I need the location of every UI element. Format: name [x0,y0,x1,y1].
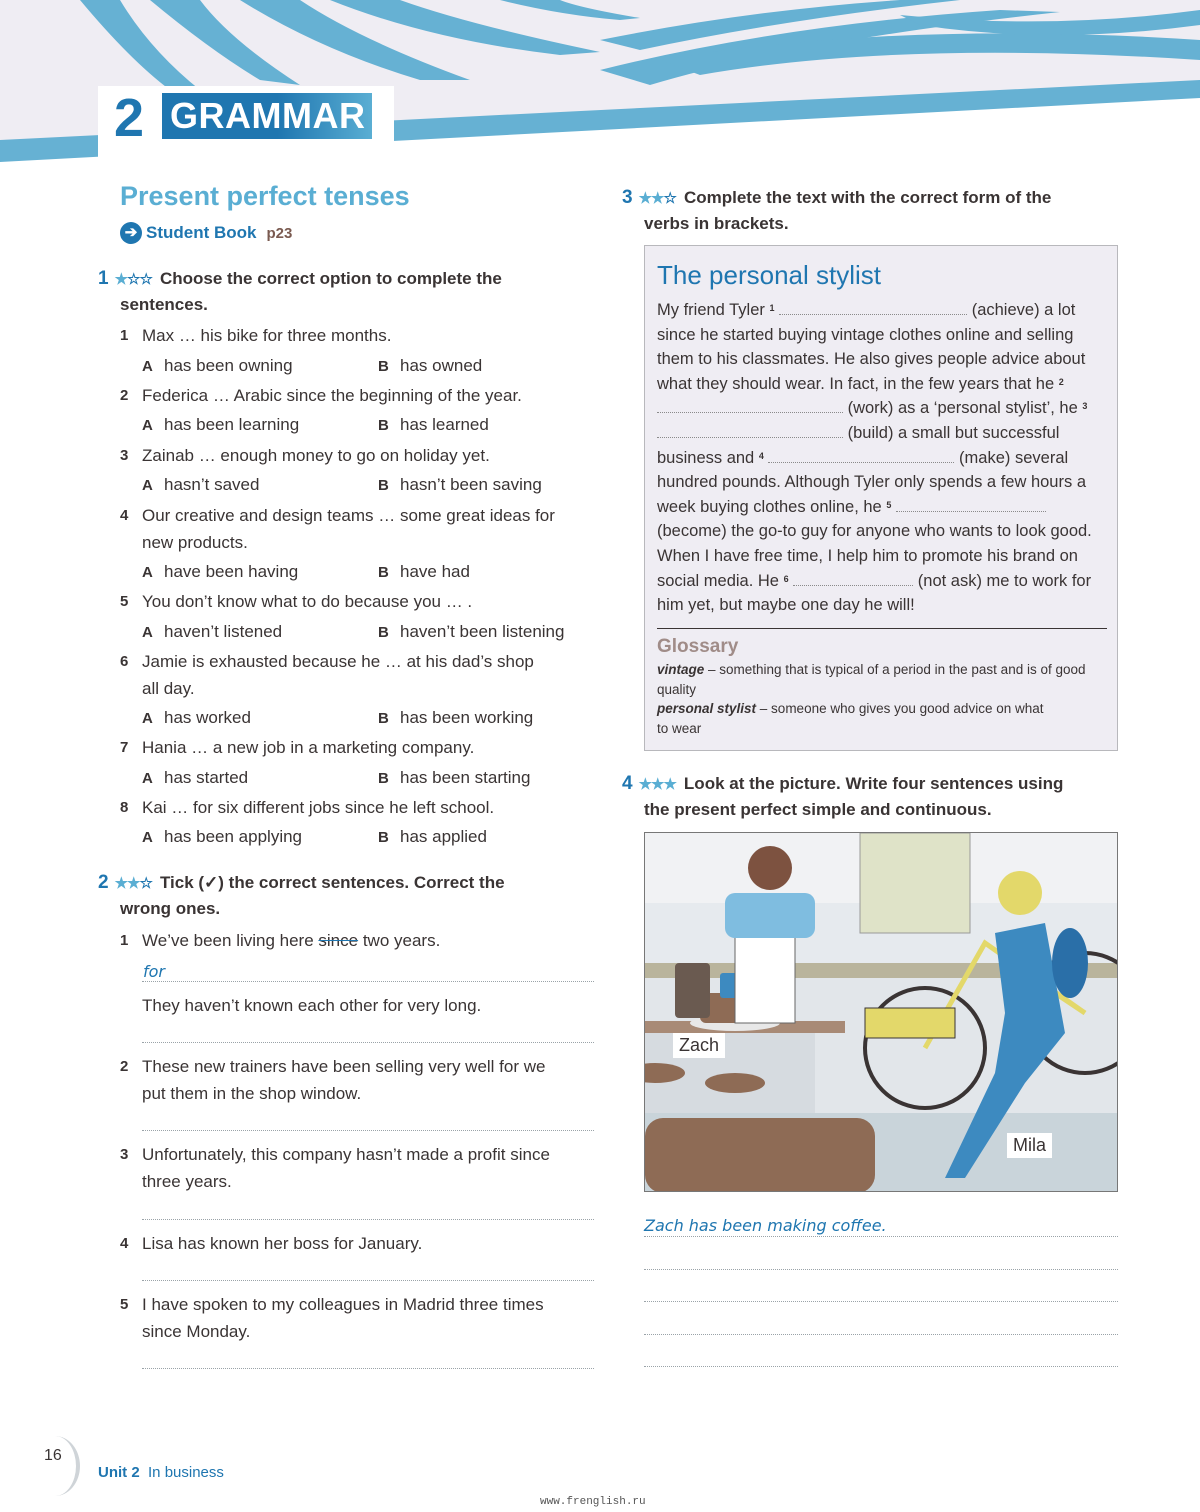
student-book-reference[interactable] [120,222,292,244]
question-item [120,442,600,469]
question-text [120,927,600,954]
glossary-entry [657,699,1097,738]
option-letter: B [378,829,389,846]
option-a[interactable] [142,621,282,644]
option-a[interactable] [142,355,293,378]
option-text: has started [164,768,249,787]
question-item [120,1141,600,1195]
exercise-4-heading [622,771,1142,822]
answer-line[interactable] [142,981,594,982]
option-a[interactable] [142,767,248,790]
question-number: 1 [120,932,129,949]
option-letter: A [142,710,153,727]
glossary-list [657,660,1097,738]
question-item [120,588,600,615]
gap-input-1[interactable] [779,299,967,315]
option-text: has applied [400,827,487,846]
exercise-number: 2 [98,872,109,893]
answer-text: for [143,962,165,981]
question-text: Our creative and design teams … some great ideas for [142,506,555,525]
answer-line[interactable] [644,1366,1118,1367]
gap-number: 6 [783,573,789,584]
unit-label: Unit 2 [98,1464,140,1481]
option-text: has been starting [400,768,531,787]
option-letter: A [142,624,153,641]
answer-line[interactable] [644,1301,1118,1302]
option-text: has owned [400,356,483,375]
question-text-cont: three years. [142,1172,232,1191]
kitchen-illustration [644,832,1118,1192]
question-number: 5 [120,1296,129,1313]
option-letter: B [378,417,389,434]
arrow-right-circle-icon: ➔ [120,222,142,244]
question-item [120,382,600,409]
option-letter: A [142,564,153,581]
question-number: 4 [120,1235,129,1252]
story-segment: (work) as a ‘personal stylist’, he [847,399,1078,418]
story-segment: (achieve) a lot since he started buying vintage clothes online and selling them to his classmates. He also gives people advice about what they should wear. In fact, in the few years that he [657,301,1086,393]
option-a[interactable] [142,474,259,497]
question-item [120,734,600,761]
student-book-label: Student Book [146,223,257,242]
exercise-instruction: Look at the picture. Write four sentences using [683,774,1064,793]
question-number: 3 [120,447,129,464]
question-text: I have spoken to my colleagues in Madrid three times [142,1295,544,1314]
gap-input-6[interactable] [793,570,913,586]
option-letter: A [142,358,153,375]
exercise-number: 4 [622,773,633,794]
question-text: You don’t know what to do because you … . [142,592,473,611]
answer-line[interactable] [142,1368,594,1369]
story-body [657,298,1107,618]
story-segment: My friend Tyler [657,301,765,319]
option-text: has been applying [164,827,303,846]
gap-input-3[interactable] [657,422,843,438]
answer-line[interactable] [644,1236,1118,1237]
option-letter: A [142,417,153,434]
question-text: Kai … for six different jobs since he left school. [142,798,495,817]
option-letter: B [378,770,389,787]
exercise-instruction: Choose the correct option to complete the [159,269,502,288]
question-item [120,502,600,556]
gap-number: 2 [1058,376,1064,387]
unit-title: In business [148,1464,224,1481]
answer-line[interactable] [644,1269,1118,1270]
question-number: 8 [120,799,129,816]
option-b[interactable] [378,355,482,378]
option-letter: A [142,829,153,846]
glossary-entry [657,660,1097,699]
option-b[interactable] [378,414,489,437]
question-item [120,1291,600,1345]
glossary-title: Glossary [657,636,739,657]
option-b[interactable] [378,474,542,497]
exercise-instruction: Complete the text with the correct form of the [683,188,1052,207]
question-text: Zainab … enough money to go on holiday yet. [142,446,490,465]
question-text-cont: all day. [142,679,195,698]
question-item [120,794,600,821]
page-number: 16 [44,1447,62,1464]
gap-number: 5 [886,499,892,510]
question-text-cont: since Monday. [142,1322,251,1341]
option-letter: B [378,477,389,494]
option-b[interactable] [378,707,533,730]
story-title: The personal stylist [657,260,881,290]
question-text-cont: put them in the shop window. [142,1084,362,1103]
question-item [120,648,600,702]
watermark-url: www.frenglish.ru [540,1496,646,1508]
option-letter: A [142,477,153,494]
question-text: They haven’t known each other for very long. [142,996,482,1015]
option-text: have had [400,562,470,581]
difficulty-stars-icon: ★★☆ [114,875,152,892]
option-text: has been working [400,708,534,727]
story-segment: (become) the go-to guy for anyone who wants to look good. When I have free time, I help him to promote his brand on social media. He [657,522,1092,590]
question-number: 4 [120,507,129,524]
gap-number: 3 [1082,401,1088,412]
gap-number: 1 [769,303,775,313]
text-segment: two years. [358,931,441,950]
question-item [120,1230,600,1257]
exercise-instruction-cont: the present perfect simple and continuous. [644,800,992,819]
exercise-instruction-cont: verbs in brackets. [644,214,789,233]
question-text: These new trainers have been selling very well for we [142,1057,546,1076]
struck-word: since [318,931,359,950]
glossary-term: personal stylist [657,701,757,716]
gap-number: 4 [758,450,764,461]
question-number: 6 [120,653,129,670]
page-number-arc [30,1436,80,1496]
footer-unit [98,1464,224,1481]
glossary-term: vintage [657,662,705,677]
story-segment: (make) several hundred pounds. Although Tyler only spends a few hours a week buying clothes online, he [657,448,1086,516]
option-a[interactable] [142,414,299,437]
option-letter: B [378,710,389,727]
answer-line[interactable] [142,1042,594,1043]
text-segment: We’ve been living here [142,931,319,950]
option-b[interactable] [378,826,487,849]
answer-line[interactable] [644,1334,1118,1335]
question-text: Lisa has known her boss for January. [142,1234,423,1253]
story-segment: (not ask) me to work for him yet, but maybe one day he will! [657,571,1092,615]
option-text: haven’t been listening [400,622,565,641]
label-mila: Mila [1007,1133,1052,1158]
question-item [120,1053,600,1107]
option-text: hasn’t saved [164,475,260,494]
option-text: haven’t listened [164,622,283,641]
example-answer: Zach has been making coffee. [644,1216,887,1235]
option-text: hasn’t been saving [400,475,542,494]
option-b[interactable] [378,561,470,584]
option-text: has worked [164,708,251,727]
option-letter: A [142,770,153,787]
option-a[interactable] [142,561,298,584]
gap-input-4[interactable] [768,447,954,463]
story-segment: (build) a small but successful business and [657,423,1060,467]
option-b[interactable] [378,621,564,644]
question-number: 3 [120,1146,129,1163]
answer-line[interactable] [142,1219,594,1220]
difficulty-stars-icon: ★★☆ [638,190,676,207]
question-text: Max … his bike for three months. [142,326,392,345]
question-item [120,992,600,1019]
option-a[interactable] [142,707,251,730]
option-text: has been learning [164,415,300,434]
option-letter: B [378,624,389,641]
glossary-definition: – someone who gives you good advice on what to wear [657,701,1044,736]
question-number: 5 [120,593,129,610]
topic-title: Present perfect tenses [120,181,410,211]
question-number: 2 [120,1058,129,1075]
section-title-badge: GRAMMAR [162,93,372,139]
gap-input-5[interactable] [896,496,1046,512]
option-b[interactable] [378,767,530,790]
difficulty-stars-icon: ★☆☆ [114,271,152,288]
option-text: has been owning [164,356,293,375]
difficulty-stars-icon: ★★★ [638,776,676,793]
exercise-instruction: Tick (✓) the correct sentences. Correct the [159,873,505,892]
divider [657,628,1107,629]
exercise-instruction-cont: wrong ones. [120,899,221,918]
option-a[interactable] [142,826,302,849]
exercise-3-heading [622,185,1122,236]
gap-input-2[interactable] [657,397,843,413]
answer-line[interactable] [142,1280,594,1281]
question-item [120,927,600,954]
question-text: Hania … a new job in a marketing company. [142,738,475,757]
glossary-definition: – something that is typical of a period in the past and is of good quality [657,662,1086,697]
exercise-number: 1 [98,268,109,289]
option-text: have been having [164,562,299,581]
exercise-number: 3 [622,187,633,208]
question-number: 1 [120,327,129,344]
question-text: Federica … Arabic since the beginning of the year. [142,386,522,405]
answer-line[interactable] [142,1130,594,1131]
exercise-2-heading [98,870,598,921]
question-text: Jamie is exhausted because he … at his dad’s shop [142,652,534,671]
question-number: 7 [120,739,129,756]
student-book-page: p23 [266,224,293,242]
question-item [120,322,600,349]
unit-number: 2 [114,88,143,148]
exercise-1-heading [98,266,598,317]
label-zach: Zach [673,1033,725,1058]
option-letter: B [378,358,389,375]
option-text: has learned [400,415,489,434]
question-number: 2 [120,387,129,404]
question-text-cont: new products. [142,533,248,552]
question-text: Unfortunately, this company hasn’t made a profit since [142,1145,550,1164]
story-text-box [644,245,1118,751]
exercise-instruction-cont: sentences. [120,295,208,314]
option-letter: B [378,564,389,581]
